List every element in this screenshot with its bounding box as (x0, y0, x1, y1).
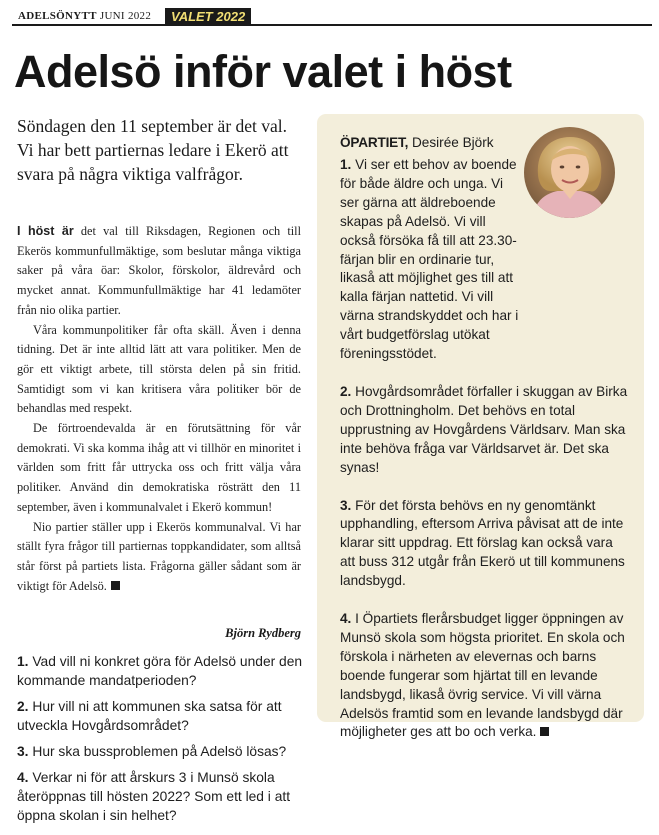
party-heading (340, 134, 494, 152)
party-name: ÖPARTIET, (340, 135, 409, 150)
answer-item (340, 497, 630, 592)
question-item (17, 742, 307, 761)
body-paragraph-2: Våra kommunpolitiker får ofta skäll. Även i denna tidning. Det är inte alltid lätt att vara politiker. Men de gör ett viktigt arbete, till största delen på sin fritid. Samtidigt som vi kan kritisera våra politiker bör de behandlas med respekt. (17, 322, 301, 416)
question-text: Hur ska bussproblemen på Adelsö lösas? (32, 744, 287, 759)
masthead-date: JUNI 2022 (99, 10, 152, 22)
byline: Björn Rydberg (225, 626, 301, 640)
question-item (17, 768, 307, 825)
questions-list (17, 652, 307, 832)
question-text: Vad vill ni konkret göra för Adelsö under den kommande mandatperioden? (17, 654, 303, 688)
paragraph-text: Nio partier ställer upp i Ekerös kommunalval. Vi har ställt fyra frågor till partiernas toppkandidater, som alltså står först på partiets lista. Frågorna gäller sådant som är viktigt för Adelsö. (17, 519, 301, 593)
header-divider (12, 24, 652, 26)
body-paragraph-3: De förtroendevalda är en förutsättning för vår demokrati. Vi ska komma ihåg att vi tillhör en minoritet i världen som fritt får uttrycka oss och fritt välja våra politiker. Använd din demokratiska rösträtt den 11 september, även i kommunalvalet i Ekerö kommun! (17, 421, 301, 514)
answer-item (340, 383, 630, 478)
answer-number: 2. (340, 383, 352, 399)
headline: Adelsö inför valet i höst (14, 46, 512, 97)
party-answer-panel (317, 114, 644, 740)
answer-text: I Öpartiets flerårsbudget ligger öppningen av Munsö skola som högsta prioritet. En skola och förskola i närheten av elevernas och barns boende fungerar som hjärtat till en levande landsbygd, likaså övrig service. Vi vill värna Adelsös framtid som en levande landsbygd där möjligheter ges att bo och verka. (340, 611, 625, 740)
question-number: 3. (17, 744, 29, 759)
article-lead: Söndagen den 11 september är det val. Vi har bett partiernas ledare i Ekerö att svara på några viktiga valfrågor. (17, 116, 289, 184)
question-number: 2. (17, 699, 29, 714)
question-item (17, 652, 307, 690)
answer-number: 1. (340, 157, 352, 172)
body-paragraph-1 (17, 222, 301, 321)
section-tag: VALET 2022 (165, 8, 251, 25)
answer-number: 4. (340, 611, 352, 627)
question-text: Hur vill ni att kommunen ska satsa för att utveckla Hovgårdsområdet? (17, 699, 282, 733)
intro-lead-in: I höst är (17, 224, 74, 238)
question-text: Verkar ni för att årskurs 3 i Munsö skola återöppnas till hösten 2022? Som ett led i att öppna skolan i sin helhet? (17, 770, 291, 823)
candidate-name: Desirée Björk (411, 135, 494, 150)
answers-list (340, 156, 630, 761)
answer-text: Vi ser ett behov av boende för både äldre och unga. Vi ser gärna att äldreboende skapas på Adelsö. Vi vill också försöka få till att 23.30-färjan blir en ordinarie tur, likaså att möjlighet ges till att kalla färjan nattetid. Vi vill värna strandskyddet och har i vårt budgetförslag utökat föreningsstödet. (340, 157, 519, 362)
answer-number: 3. (340, 497, 352, 513)
question-number: 1. (17, 654, 29, 669)
answer-item (340, 610, 630, 742)
article-body (17, 222, 301, 596)
paragraph-text: det val till Riksdagen, Regionen och till Ekerös kommunfullmäktige, som beslutar många viktiga saker på våra öar: Skolor, förskolor, äldrevård och mycket annat. Kommunfullmäktige har 41 ledamöter från nio olika partier. (17, 224, 301, 317)
end-mark-icon (111, 581, 120, 590)
masthead-name: ADELSÖNYTT (18, 10, 97, 22)
end-mark-icon (540, 727, 549, 736)
answer-text: För det första behövs en ny genomtänkt upphandling, eftersom Arriva påvisat att de inte klarar sitt uppdrag. Ett förslag kan också vara att buss 312 utgår från Ekerö ut till kommunens landsbygd. (340, 497, 625, 589)
body-paragraph-4 (17, 518, 301, 597)
question-item (17, 697, 307, 735)
page-header (12, 6, 652, 26)
answer-item (340, 156, 524, 364)
answer-text: Hovgårdsområdet förfaller i skuggan av Birka och Drottningholm. Det behövs en total upprustning av Hovgårdens Världsarv. Man ska inte behöva fråga var Världsarvet är. Det ska synas! (340, 383, 628, 475)
question-number: 4. (17, 770, 29, 785)
masthead (18, 10, 151, 22)
